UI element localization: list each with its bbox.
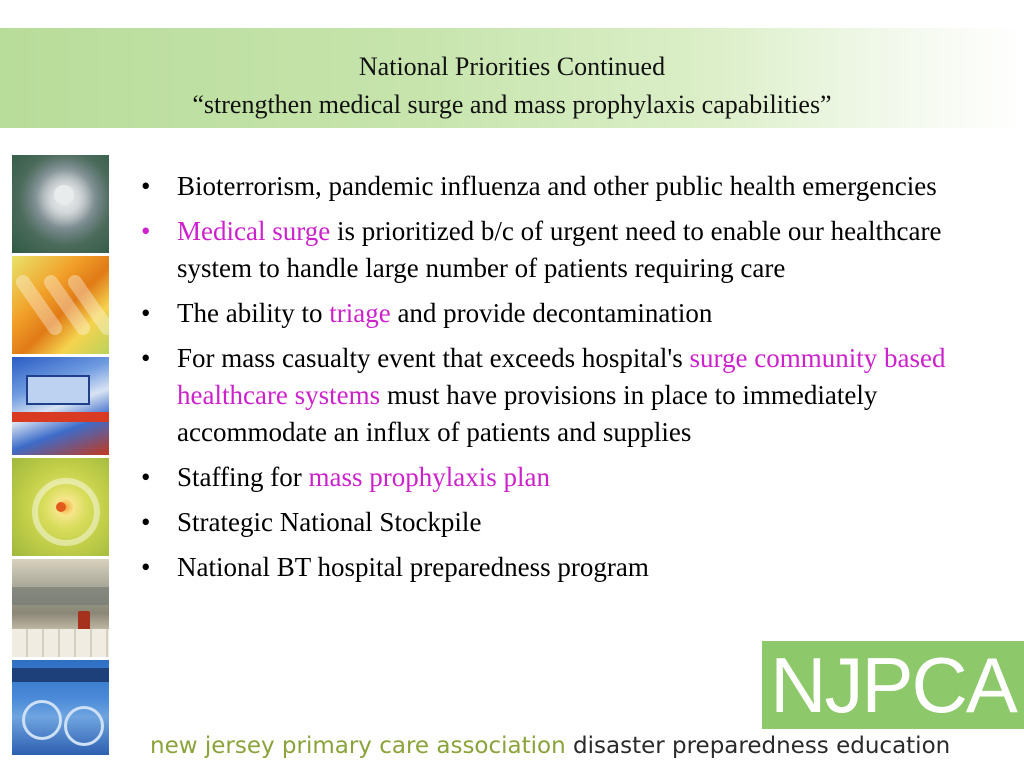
storm-eye-shape: [54, 185, 74, 205]
logo-text: NJPCA: [770, 641, 1016, 729]
biohazard-icon: [22, 700, 62, 740]
bullet-highlight: mass prophylaxis plan: [308, 462, 550, 492]
bullet-highlight: triage: [329, 298, 391, 328]
bullet-text: The ability to: [177, 298, 330, 328]
njpca-logo: [762, 641, 1024, 729]
bullet-list: [138, 168, 988, 586]
hazmat-photo: [12, 660, 109, 755]
ambulance-stripe-shape: [12, 412, 109, 422]
storm-photo: [12, 155, 109, 253]
image-strip: [12, 155, 109, 755]
biohazard-icon: [64, 706, 104, 746]
footer-banner: [150, 731, 1024, 761]
eye-ring-shape: [32, 478, 100, 546]
title-band: [0, 28, 1024, 128]
bullet-content: [138, 168, 988, 594]
ambulance-photo: [12, 357, 109, 455]
bullet-item: [138, 340, 988, 451]
bullet-text: Strategic National Stockpile: [177, 507, 482, 537]
eye-pupil-shape: [56, 502, 66, 512]
water-shape: [12, 587, 109, 605]
bullet-text: is prioritized b/c of urgent need to enable our healthcare system to handle large number of patients requiring care: [177, 216, 942, 283]
ambulance-window-shape: [26, 375, 90, 405]
slide-title: National Priorities Continued: [358, 52, 666, 81]
bullet-highlight: Medical surge: [177, 216, 331, 246]
sandbags-shape: [12, 629, 109, 657]
eye-photo: [12, 458, 109, 556]
bullet-text: and provide decontamination: [390, 298, 713, 328]
bullet-highlight: surge community based healthcare systems: [177, 343, 946, 410]
bullet-text: must have provisions in place to immediately accommodate an influx of patients and supplies: [177, 380, 878, 447]
bullet-item: [138, 549, 988, 586]
test-tubes-photo: [12, 256, 109, 354]
footer-organization: new jersey primary care association: [150, 733, 574, 759]
beach-sandbags-photo: [12, 559, 109, 657]
strap-shape: [12, 668, 109, 682]
footer-program: disaster preparedness education: [573, 733, 951, 759]
bullet-text: National BT hospital preparedness program: [177, 552, 649, 582]
bullet-item: [138, 295, 988, 332]
bullet-text: For mass casualty event that exceeds hospital's: [177, 343, 690, 373]
bullet-text: Staffing for: [177, 462, 309, 492]
slide-subtitle: “strengthen medical surge and mass prophylaxis capabilities”: [192, 90, 832, 119]
bullet-text: Bioterrorism, pandemic influenza and other public health emergencies: [177, 171, 937, 201]
bullet-item: [138, 459, 988, 496]
bullet-item: [138, 168, 988, 205]
bullet-item: [138, 504, 988, 541]
bullet-item: [138, 213, 988, 287]
